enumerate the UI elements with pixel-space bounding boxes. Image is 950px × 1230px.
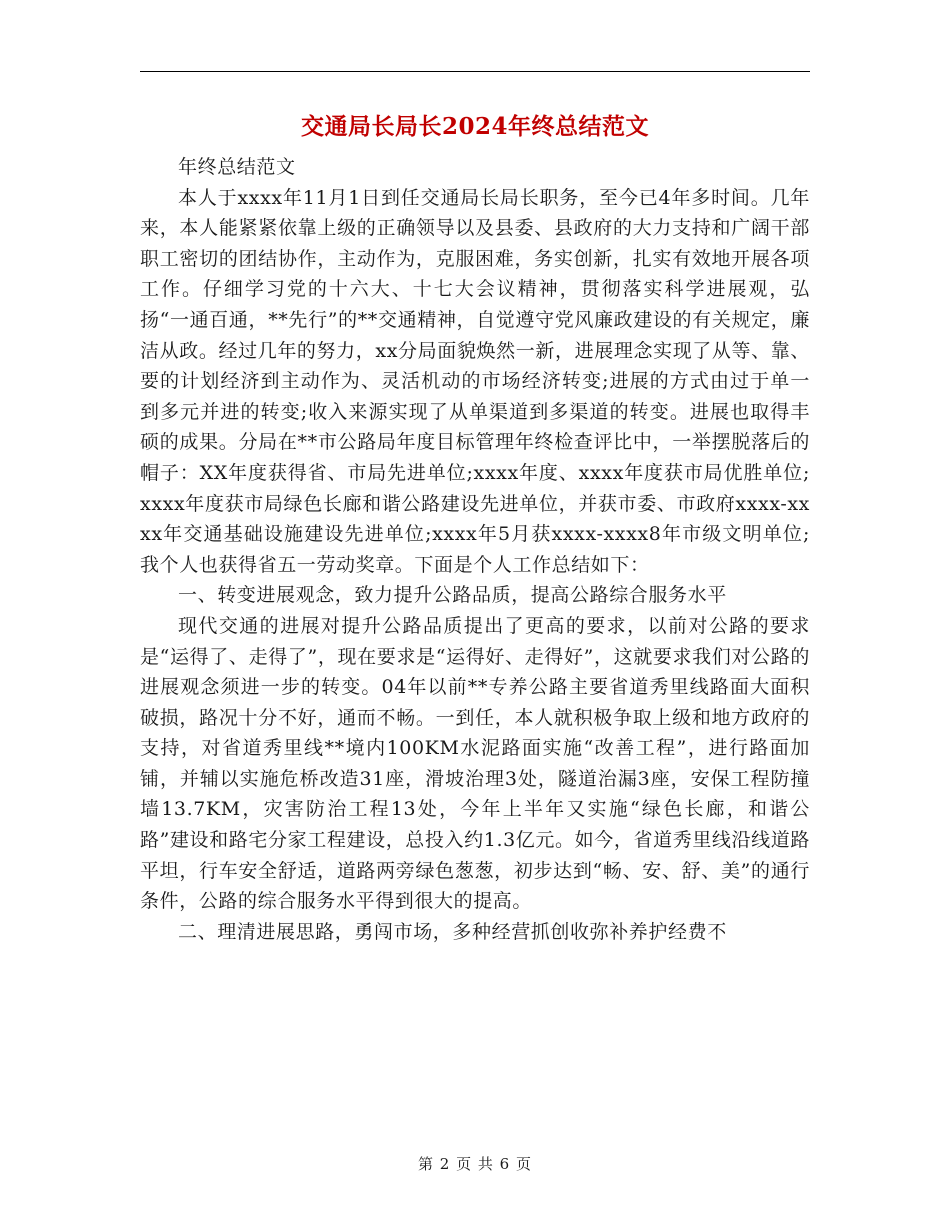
- document-body: [140, 152, 810, 947]
- paragraph-section-1: 现代交通的进展对提升公路品质提出了更高的要求，以前对公路的要求是“运得了、走得了”，现在要求是“运得好、走得好”，这就要求我们对公路的进展观念须进一步的转变。04年以前**专养公路主要省道秀里线路面大面积破损，路况十分不好，通而不畅。一到任，本人就积极争取上级和地方政府的支持，对省道秀里线**境内100KM水泥路面实施“改善工程”，进行路面加铺，并辅以实施危桥改造31座，滑坡治理3处，隧道治漏3座，安保工程防撞墙13.7KM，灾害防治工程13处，今年上半年又实施“绿色长廊，和谐公路”建设和路宅分家工程建设，总投入约1.3亿元。如今，省道秀里线沿线道路平坦，行车安全舒适，道路两旁绿色葱葱，初步达到“畅、安、舒、美”的通行条件，公路的综合服务水平得到很大的提高。: [140, 614, 810, 913]
- paragraph-subtitle: 年终总结范文: [178, 156, 296, 178]
- section-heading-1: 一、转变进展观念，致力提升公路品质，提高公路综合服务水平: [178, 584, 727, 607]
- paragraph-intro: 本人于xxxx年11月1日到任交通局长局长职务，至今已4年多时间。几年来，本人能紧紧依靠上级的正确领导以及县委、县政府的大力支持和广阔干部职工密切的团结协作，主动作为，克服困难，务实创新，扎实有效地开展各项工作。仔细学习党的十六大、十七大会议精神，贯彻落实科学进展观，弘扬“一通百通，**先行”的**交通精神，自觉遵守党风廉政建设的有关规定，廉洁从政。经过几年的努力，xx分局面貌焕然一新，进展理念实现了从等、靠、要的计划经济到主动作为、灵活机动的市场经济转变;进展的方式由过于单一到多元并进的转变;收入来源实现了从单渠道到多渠道的转变。进展也取得丰硕的成果。分局在**市公路局年度目标管理年终检查评比中，一举摆脱落后的帽子：XX年度获得省、市局先进单位;xxxx年度、xxxx年度获市局优胜单位;xxxx年度获市局绿色长廊和谐公路建设先进单位，并获市委、市政府xxxx-xxxx年交通基础设施建设先进单位;xxxx年5月获xxxx-xxxx8年市级文明单位;我个人也获得省五一劳动奖章。下面是个人工作总结如下：: [140, 186, 810, 576]
- document-title: 交通局长局长2024年终总结范文: [300, 113, 649, 140]
- header-rule: [140, 71, 810, 72]
- page-number: 第 2 页 共 6 页: [418, 1155, 532, 1173]
- section-heading-2: 二、理清进展思路，勇闯市场，多种经营抓创收弥补养护经费不: [178, 920, 727, 943]
